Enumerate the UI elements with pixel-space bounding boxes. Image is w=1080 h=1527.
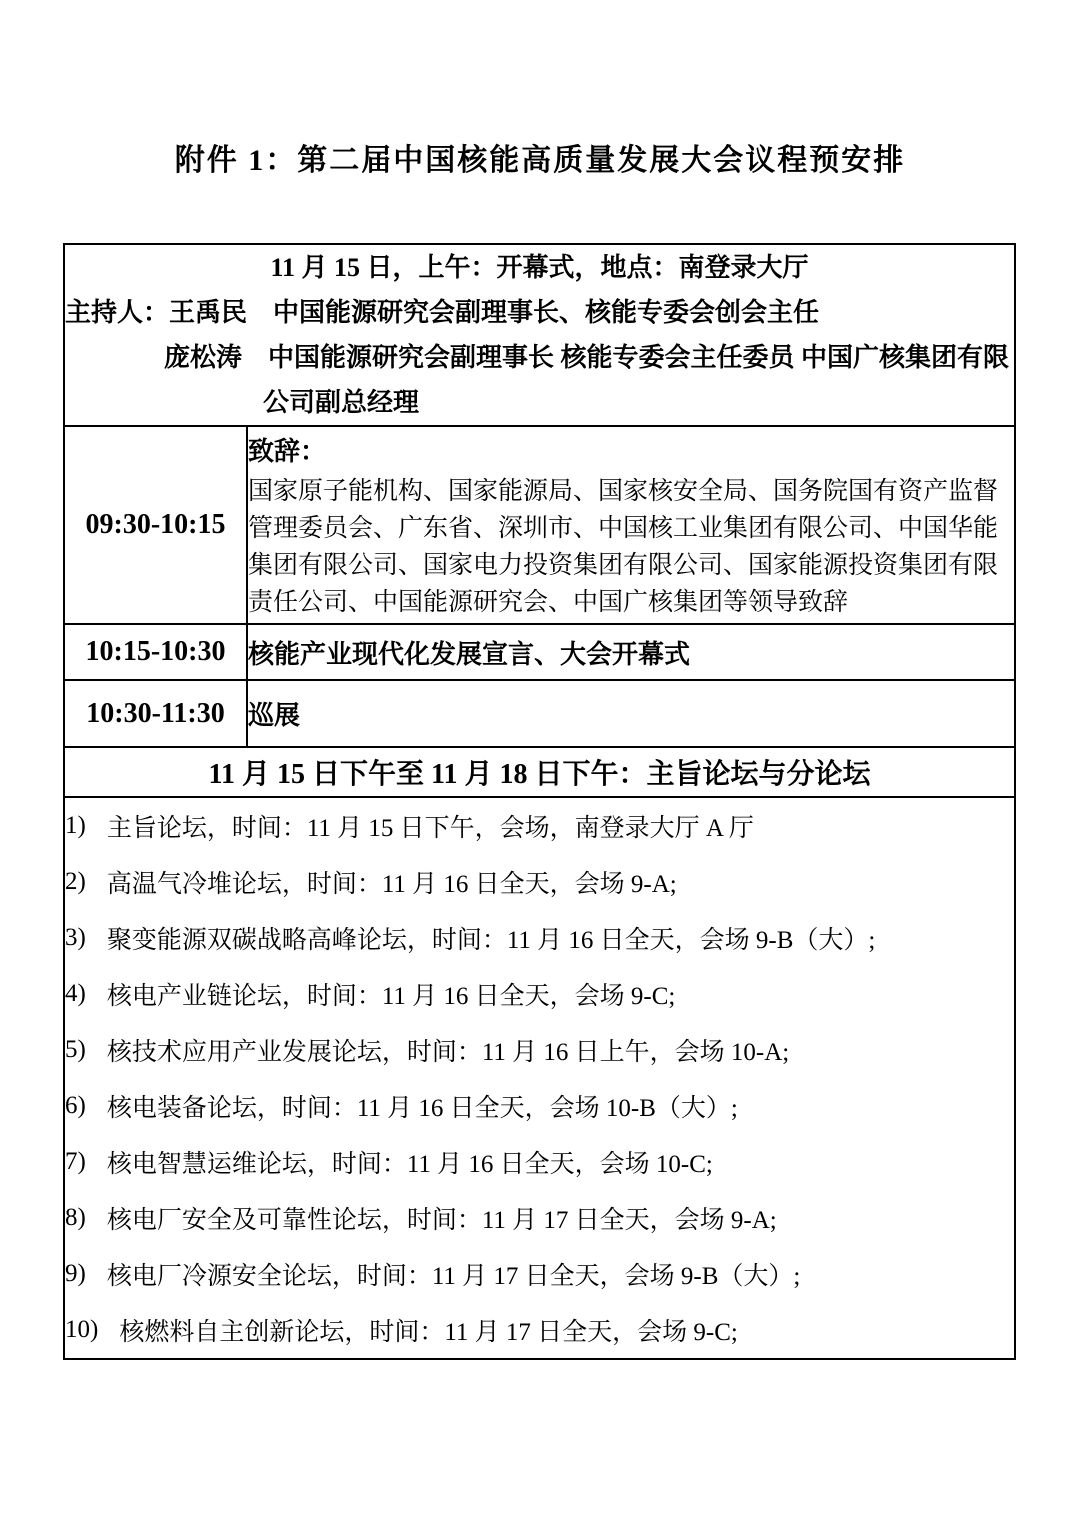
forum-item [65,910,1014,966]
forum-item [65,1302,1014,1358]
forum-item-text: 聚变能源双碳战略高峰论坛，时间：11 月 16 日全天，会场 9-B（大）; [106,927,876,954]
page-title: 附件 1：第二届中国核能高质量发展大会议程预安排 [174,144,906,177]
time-row-speeches [64,426,1015,624]
forum-item-text: 核电产业链论坛，时间：11 月 16 日全天，会场 9-C; [106,983,676,1010]
forum-item-number: 9) [65,1260,86,1287]
forum-list-row [64,797,1015,1359]
forums-section-header: 11 月 15 日下午至 11 月 18 日下午：主旨论坛与分论坛 [64,747,1015,797]
forum-item [65,798,1014,854]
forum-item [65,1190,1014,1246]
event-content-cell: 巡展 [247,680,1015,747]
forum-item-number: 8) [65,1204,86,1231]
forum-item-number: 2) [65,868,86,895]
forum-item-text: 核电厂冷源安全论坛，时间：11 月 17 日全天，会场 9-B（大）; [106,1263,801,1290]
forum-item [65,1134,1014,1190]
morning-session-row [64,244,1015,426]
forum-item [65,966,1014,1022]
host-line-1: 主持人：王禹民 中国能源研究会副理事长、核能专委会创会主任 [65,298,820,327]
speech-label: 致辞： [248,436,327,466]
time-cell: 09:30-10:15 [64,426,247,624]
forum-item [65,1246,1014,1302]
forum-item-text: 主旨论坛，时间：11 月 15 日下午，会场，南登录大厅 A 厅 [106,815,754,842]
forum-item-text: 核电装备论坛，时间：11 月 16 日全天，会场 10-B（大）; [106,1095,738,1122]
speech-content-cell [247,426,1015,624]
forum-item-number: 3) [65,924,86,951]
speech-line: 集团有限公司、国家电力投资集团有限公司、国家能源投资集团有限 [248,551,999,579]
speech-line: 管理委员会、广东省、深圳市、中国核工业集团有限公司、中国华能 [248,514,999,542]
forum-item-number: 5) [65,1036,86,1063]
time-cell: 10:15-10:30 [64,624,247,680]
agenda-table [63,243,1016,1360]
morning-session-cell [64,244,1015,426]
forum-item-number: 4) [65,980,86,1007]
forum-item [65,854,1014,910]
forum-item [65,1022,1014,1078]
time-cell: 10:30-11:30 [64,680,247,747]
forum-item-text: 核电厂安全及可靠性论坛，时间：11 月 17 日全天，会场 9-A; [106,1207,777,1234]
forums-section-row [64,747,1015,797]
forum-item-text: 高温气冷堆论坛，时间：11 月 16 日全天，会场 9-A; [106,871,677,898]
forum-list-cell [64,797,1015,1359]
forum-item-text: 核燃料自主创新论坛，时间：11 月 17 日全天，会场 9-C; [119,1319,738,1346]
speech-line: 责任公司、中国能源研究会、中国广核集团等领导致辞 [248,588,849,616]
host-line-2: 庞松涛 中国能源研究会副理事长 核能专委会主任委员 中国广核集团有限 [164,343,1010,372]
time-row-opening [64,624,1015,680]
forum-item-number: 6) [65,1092,86,1119]
forum-item-number: 7) [65,1148,86,1175]
host-line-3: 公司副总经理 [263,388,420,417]
event-content-cell: 核能产业现代化发展宣言、大会开幕式 [247,624,1015,680]
time-row-exhibition [64,680,1015,747]
forum-item [65,1078,1014,1134]
forum-item-number: 1) [65,812,86,839]
morning-session-header: 11 月 15 日，上午：开幕式，地点：南登录大厅 [270,253,809,282]
forum-item-number: 10) [65,1316,99,1343]
forum-item-text: 核技术应用产业发展论坛，时间：11 月 16 日上午，会场 10-A; [106,1039,790,1066]
speech-line: 国家原子能机构、国家能源局、国家核安全局、国务院国有资产监督 [248,477,999,505]
forum-item-text: 核电智慧运维论坛，时间：11 月 16 日全天，会场 10-C; [106,1151,713,1178]
